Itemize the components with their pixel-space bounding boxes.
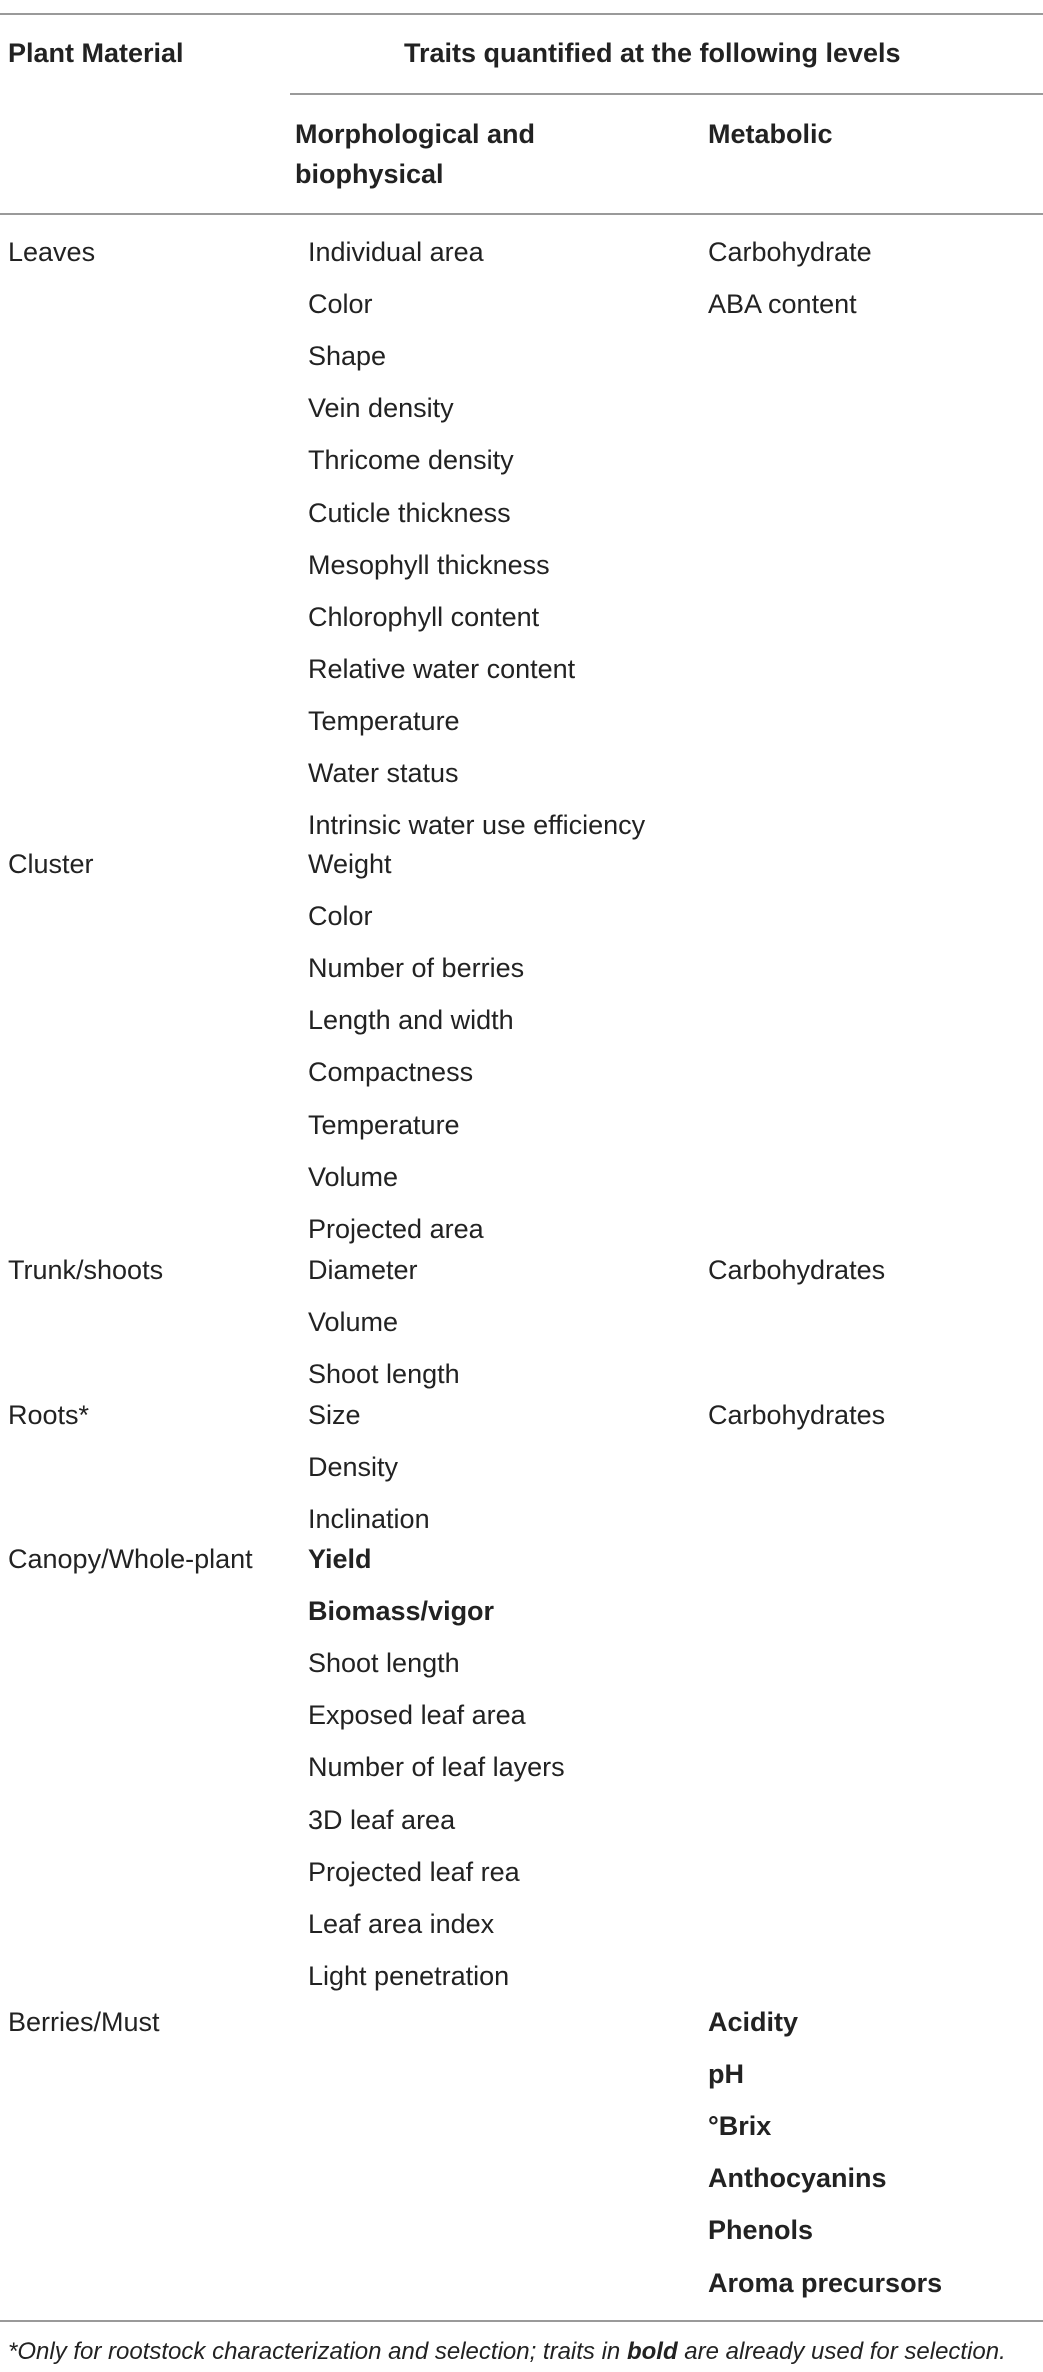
- morphological-trait: Relative water content: [308, 654, 576, 684]
- morphological-trait: Density: [308, 1452, 399, 1482]
- morphological-trait: Inclination: [308, 1504, 430, 1534]
- morphological-trait: Color: [308, 901, 373, 931]
- group-header-rule: [290, 93, 1043, 95]
- morphological-trait: Weight: [308, 849, 392, 879]
- morphological-trait: Light penetration: [308, 1961, 510, 1991]
- plant-material-cell: Trunk/shoots: [8, 1255, 164, 1285]
- morphological-trait: Thricome density: [308, 445, 514, 475]
- morphological-trait: Shoot length: [308, 1648, 460, 1678]
- header-metabolic: Metabolic: [708, 119, 833, 149]
- morphological-trait: Cuticle thickness: [308, 498, 511, 528]
- morphological-trait: Number of leaf layers: [308, 1752, 565, 1782]
- morphological-trait: Size: [308, 1400, 361, 1430]
- metabolic-trait: Carbohydrate: [708, 237, 872, 267]
- morphological-trait: Leaf area index: [308, 1909, 495, 1939]
- table-bottom-rule: [0, 2320, 1043, 2322]
- metabolic-trait: Phenols: [708, 2215, 814, 2245]
- morphological-trait: Number of berries: [308, 953, 525, 983]
- morphological-trait: Volume: [308, 1307, 399, 1337]
- morphological-trait: Projected area: [308, 1214, 484, 1244]
- morphological-trait: Volume: [308, 1162, 399, 1192]
- header-traits-group: Traits quantified at the following levels: [404, 38, 901, 68]
- morphological-trait: Shoot length: [308, 1359, 460, 1389]
- morphological-trait: Diameter: [308, 1255, 418, 1285]
- morphological-trait: Compactness: [308, 1057, 474, 1087]
- morphological-trait: Individual area: [308, 237, 484, 267]
- header-morphological: Morphological and biophysical: [295, 119, 535, 189]
- morphological-trait: Mesophyll thickness: [308, 550, 550, 580]
- metabolic-trait: Acidity: [708, 2007, 799, 2037]
- metabolic-trait: Carbohydrates: [708, 1255, 886, 1285]
- footnote: *Only for rootstock characterization and selection; traits in bold are already used for selection.: [8, 2338, 1006, 2365]
- morphological-trait: Exposed leaf area: [308, 1700, 526, 1730]
- metabolic-trait: pH: [708, 2059, 744, 2089]
- morphological-trait: Intrinsic water use efficiency: [308, 810, 646, 840]
- morphological-trait: Vein density: [308, 393, 454, 423]
- morphological-trait: Color: [308, 289, 373, 319]
- morphological-trait: Projected leaf rea: [308, 1857, 520, 1887]
- metabolic-trait: ABA content: [708, 289, 857, 319]
- morphological-trait: Chlorophyll content: [308, 602, 540, 632]
- metabolic-trait: Carbohydrates: [708, 1400, 886, 1430]
- metabolic-trait: Aroma precursors: [708, 2268, 943, 2298]
- metabolic-trait: °Brix: [708, 2111, 772, 2141]
- table-top-rule: [0, 13, 1043, 15]
- metabolic-trait: Anthocyanins: [708, 2163, 887, 2193]
- plant-material-cell: Canopy/Whole-plant: [8, 1544, 253, 1574]
- morphological-trait: Biomass/vigor: [308, 1596, 495, 1626]
- header-bottom-rule: [0, 213, 1043, 215]
- morphological-trait: Yield: [308, 1544, 372, 1574]
- plant-material-cell: Cluster: [8, 849, 94, 879]
- plant-material-cell: Leaves: [8, 237, 96, 267]
- morphological-trait: Length and width: [308, 1005, 514, 1035]
- morphological-trait: Shape: [308, 341, 387, 371]
- plant-material-cell: Berries/Must: [8, 2007, 160, 2037]
- morphological-trait: 3D leaf area: [308, 1805, 456, 1835]
- morphological-trait: Temperature: [308, 706, 460, 736]
- morphological-trait: Water status: [308, 758, 459, 788]
- plant-material-cell: Roots*: [8, 1400, 90, 1430]
- header-plant-material: Plant Material: [8, 38, 184, 68]
- morphological-trait: Temperature: [308, 1110, 460, 1140]
